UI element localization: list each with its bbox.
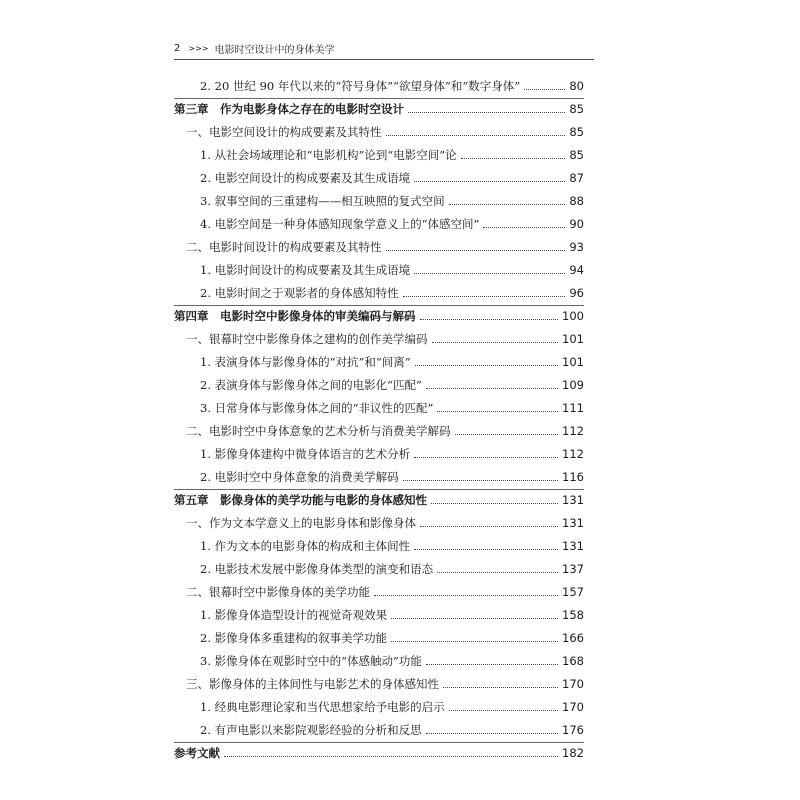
header-page-number: 2	[174, 42, 181, 54]
running-header	[174, 40, 594, 56]
toc-entry-title: 1. 作为文本的电影身体的构成和主体间性	[200, 539, 411, 553]
dot-leader	[403, 296, 566, 297]
toc-entry-page: 168	[562, 654, 584, 668]
dot-leader	[414, 549, 558, 550]
dot-leader	[455, 434, 559, 435]
toc-entry[interactable]	[174, 259, 584, 282]
toc-entry-page: 112	[562, 447, 584, 461]
toc-entry-title: 参考文献	[174, 746, 220, 760]
toc-entry[interactable]	[174, 167, 584, 190]
toc-entry-title: 2. 电影时间之于观影者的身体感知特性	[200, 286, 399, 300]
toc-entry[interactable]	[174, 397, 584, 420]
toc-entry-title: 2. 20 世纪 90 年代以来的“符号身体”“欲望身体”和“数字身体”	[200, 79, 521, 93]
toc-entry-page: 101	[562, 332, 584, 346]
toc-entry-page: 182	[562, 746, 584, 760]
dot-leader	[461, 158, 566, 159]
dot-leader	[408, 112, 565, 113]
toc-entry-page: 109	[562, 378, 584, 392]
toc-entry-title: 2. 电影技术发展中影像身体类型的演变和语态	[200, 562, 434, 576]
toc-entry[interactable]	[174, 236, 584, 259]
toc-entry-title: 1. 影像身体造型设计的视觉奇观效果	[200, 608, 388, 622]
dot-leader	[432, 342, 559, 343]
dot-leader	[426, 388, 558, 389]
toc-entry[interactable]	[174, 328, 584, 351]
toc-entry-page: 94	[569, 263, 584, 277]
toc-entry[interactable]	[174, 719, 584, 742]
toc-chapter-entry[interactable]	[174, 305, 584, 328]
dot-leader	[374, 595, 558, 596]
dot-leader	[420, 319, 559, 320]
toc-entry-page: 131	[562, 516, 584, 530]
toc-chapter-entry[interactable]	[174, 489, 584, 512]
toc-entry-title: 3. 叙事空间的三重建构——相互映照的复式空间	[200, 194, 445, 208]
toc-entry[interactable]	[174, 213, 584, 236]
toc-entry[interactable]	[174, 443, 584, 466]
toc-entry[interactable]	[174, 190, 584, 213]
toc-entry-page: 170	[562, 677, 584, 691]
toc-entry-title: 1. 影像身体建构中微身体语言的艺术分析	[200, 447, 411, 461]
dot-leader	[437, 572, 558, 573]
toc-entry-page: 80	[569, 79, 584, 93]
toc-entry-page: 170	[562, 700, 584, 714]
toc-entry-title: 2. 影像身体多重建构的叙事美学功能	[200, 631, 388, 645]
toc-entry-page: 87	[569, 171, 584, 185]
toc-entry[interactable]	[174, 696, 584, 719]
dot-leader	[414, 273, 565, 274]
toc-entry-page: 137	[562, 562, 584, 576]
toc-entry-title: 1. 经典电影理论家和当代思想家给予电影的启示	[200, 700, 445, 714]
toc-entry-page: 112	[562, 424, 584, 438]
toc-entry-page: 158	[562, 608, 584, 622]
toc-chapter-entry[interactable]	[174, 742, 584, 765]
toc-entry-title: 4. 电影空间是一种身体感知现象学意义上的“体感空间”	[200, 217, 480, 231]
dot-leader	[386, 250, 566, 251]
toc-entry-page: 90	[569, 217, 584, 231]
dot-leader	[386, 135, 566, 136]
toc-entry[interactable]	[174, 673, 584, 696]
toc-entry-title: 1. 电影时间设计的构成要素及其生成语境	[200, 263, 411, 277]
toc-entry[interactable]	[174, 351, 584, 374]
toc-chapter-entry[interactable]	[174, 98, 584, 121]
toc-entry[interactable]	[174, 466, 584, 489]
toc-entry[interactable]	[174, 535, 584, 558]
toc-entry[interactable]	[174, 282, 584, 305]
dot-leader	[449, 204, 566, 205]
toc-entry-title: 1. 从社会场域理论和“电影机构”论到“电影空间”论	[200, 148, 457, 162]
toc-entry-page: 96	[569, 286, 584, 300]
toc-entry-page: 85	[569, 148, 584, 162]
dot-leader	[224, 756, 558, 757]
toc-entry-title: 1. 表演身体与影像身体的“对抗”和“间离”	[200, 355, 411, 369]
toc-entry-title: 三、影像身体的主体间性与电影艺术的身体感知性	[186, 677, 439, 691]
toc-entry-title: 2. 电影空间设计的构成要素及其生成语境	[200, 171, 411, 185]
toc-entry[interactable]	[174, 512, 584, 535]
toc-entry-title: 二、电影时空中身体意象的艺术分析与消费美学解码	[186, 424, 451, 438]
dot-leader	[524, 89, 565, 90]
dot-leader	[431, 503, 558, 504]
toc-entry-page: 85	[569, 102, 584, 116]
toc-entry-title: 2. 表演身体与影像身体之间的电影化“匹配”	[200, 378, 422, 392]
toc-entry[interactable]	[174, 627, 584, 650]
toc-entry-page: 100	[562, 309, 584, 323]
toc-entry-page: 101	[562, 355, 584, 369]
toc-entry[interactable]	[174, 650, 584, 673]
dot-leader	[391, 641, 558, 642]
dot-leader	[403, 480, 558, 481]
dot-leader	[443, 687, 558, 688]
toc-entry[interactable]	[174, 558, 584, 581]
toc-entry-title: 一、银幕时空中影像身体之建构的创作美学编码	[186, 332, 428, 346]
dot-leader	[449, 710, 558, 711]
dot-leader	[483, 227, 565, 228]
toc-entry-page: 131	[562, 493, 584, 507]
toc-entry[interactable]	[174, 420, 584, 443]
dot-leader	[426, 733, 558, 734]
toc-entry-page: 111	[562, 401, 584, 415]
toc-entry-page: 88	[569, 194, 584, 208]
dot-leader	[391, 618, 558, 619]
toc-entry-page: 93	[569, 240, 584, 254]
toc-entry-title: 2. 电影时空中身体意象的消费美学解码	[200, 470, 399, 484]
toc-entry[interactable]	[174, 581, 584, 604]
toc-entry-title: 一、作为文本学意义上的电影身体和影像身体	[186, 516, 416, 530]
toc-entry[interactable]	[174, 144, 584, 167]
toc-entry-page: 157	[562, 585, 584, 599]
toc-entry-page: 176	[562, 723, 584, 737]
toc-entry-title: 一、电影空间设计的构成要素及其特性	[186, 125, 382, 139]
toc-entry[interactable]	[174, 121, 584, 144]
table-of-contents	[174, 75, 584, 765]
header-book-title: 电影时空设计中的身体美学	[214, 44, 335, 56]
dot-leader	[414, 457, 558, 458]
toc-entry-title: 二、银幕时空中影像身体的美学功能	[186, 585, 370, 599]
toc-entry-page: 116	[562, 470, 584, 484]
toc-entry-title: 3. 日常身体与影像身体之间的“非议性的匹配”	[200, 401, 434, 415]
dot-leader	[426, 664, 558, 665]
toc-entry-title: 二、电影时间设计的构成要素及其特性	[186, 240, 382, 254]
toc-entry[interactable]	[174, 374, 584, 397]
dot-leader	[415, 365, 558, 366]
dot-leader	[420, 526, 558, 527]
toc-entry-title: 第三章 作为电影身体之存在的电影时空设计	[174, 102, 404, 116]
toc-entry-title: 第四章 电影时空中影像身体的审美编码与解码	[174, 309, 416, 323]
toc-entry-page: 85	[569, 125, 584, 139]
toc-entry-title: 第五章 影像身体的美学功能与电影的身体感知性	[174, 493, 427, 507]
toc-entry-title: 3. 影像身体在观影时空中的“体感触动”功能	[200, 654, 422, 668]
dot-leader	[414, 181, 565, 182]
toc-entry-page: 166	[562, 631, 584, 645]
toc-entry-page: 131	[562, 539, 584, 553]
header-arrows: >>>	[188, 43, 209, 53]
toc-entry-title: 2. 有声电影以来影院观影经验的分析和反思	[200, 723, 422, 737]
header-rule	[174, 59, 594, 60]
toc-entry[interactable]	[174, 604, 584, 627]
dot-leader	[437, 411, 558, 412]
toc-entry[interactable]	[174, 75, 584, 98]
